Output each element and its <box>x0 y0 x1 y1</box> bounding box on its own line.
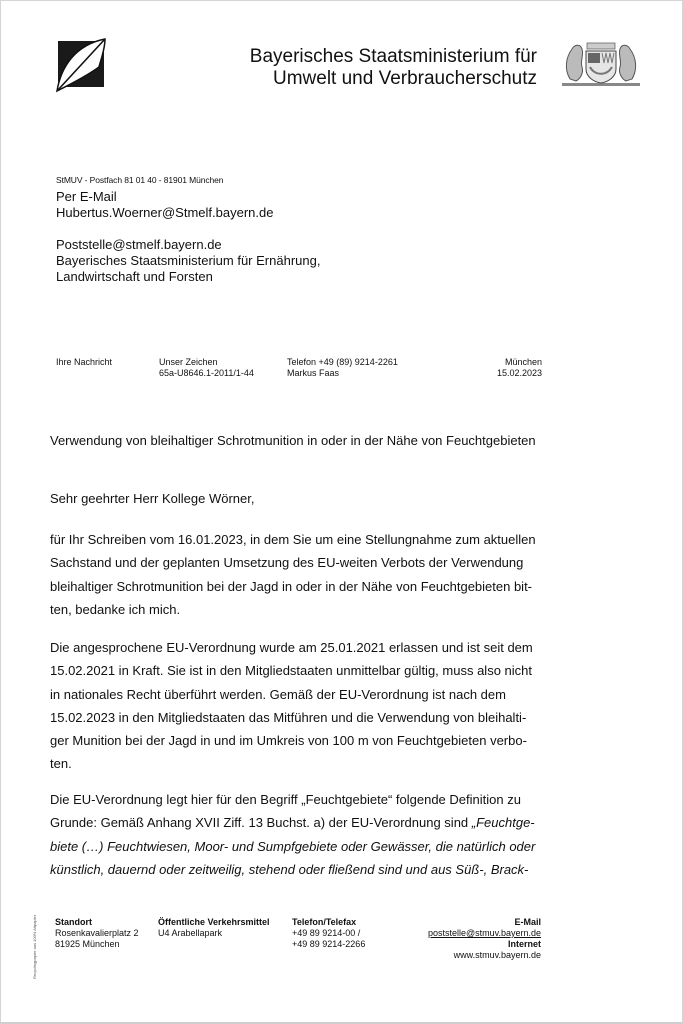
paragraph-3 <box>50 788 550 881</box>
paragraph-line: Die EU-Verordnung legt hier für den Begriff „Feuchtgebiete“ folgende Definition zu <box>50 792 521 807</box>
ref-date: 15.02.2023 <box>496 368 542 378</box>
ref-place: München <box>504 357 542 367</box>
paragraph-line: Die angesprochene EU-Verordnung wurde am 25.01.2021 erlassen und ist seit dem <box>50 640 533 655</box>
paragraph-line: Sachstand und der geplanten Umsetzung des EU-weiten Verbots der Verwendung <box>50 555 524 571</box>
paragraph-2 <box>50 636 550 776</box>
footer-internet-label: Internet <box>507 939 541 949</box>
ref-unser-zeichen-value: 65a-U8646.1-2011/1-44 <box>159 368 254 378</box>
ref-unser-zeichen <box>159 357 254 379</box>
footer-email-label: E-Mail <box>514 917 541 927</box>
ref-telefon-name: Markus Faas <box>287 368 340 378</box>
recycle-paper-note: Recyclingpapier aus 100% Altpapier <box>32 914 37 979</box>
footer-email-link[interactable]: poststelle@stmuv.bayern.de <box>427 928 541 938</box>
paragraph-line: 15.02.2023 in den Mitgliedstaaten das Mitführen und die Verwendung von bleihalti- <box>50 709 527 725</box>
paragraph-line: in nationales Recht überführt werden. Gemäß der EU-Verordnung ist nach dem <box>50 686 506 702</box>
bavarian-coat-of-arms-icon <box>560 39 642 89</box>
paragraph-line: für Ihr Schreiben vom 16.01.2023, in dem Sie um eine Stellungnahme zum aktuellen <box>50 532 536 547</box>
paragraph-line: ten. <box>50 756 72 772</box>
recipient-block <box>56 189 320 285</box>
paragraph-1 <box>50 528 550 621</box>
quoted-definition: „Feuchtge- <box>471 815 535 831</box>
recipient-institution-line2: Landwirtschaft und Forsten <box>56 269 213 284</box>
paragraph-line: bleihaltiger Schrotmunition bei der Jagd in oder in der Nähe von Feuchtgebieten bit- <box>50 578 533 594</box>
sender-return-address: StMUV - Postfach 81 01 40 - 81901 München <box>56 175 224 185</box>
ministry-name <box>250 46 537 90</box>
ref-unser-zeichen-label: Unser Zeichen <box>159 357 218 367</box>
quoted-definition-line: biete (…) Feuchtwiesen, Moor- und Sumpfgebiete oder Gewässer, die natürlich oder <box>50 838 536 854</box>
leaf-logo-icon <box>55 37 107 93</box>
letter-subject: Verwendung von bleihaltiger Schrotmunition in oder in der Nähe von Feuchtgebieten <box>50 433 536 448</box>
delivery-method: Per E-Mail <box>56 189 117 204</box>
ministry-name-line2: Umwelt und Verbraucherschutz <box>272 68 537 89</box>
ref-telefon-label: Telefon +49 (89) 9214-2261 <box>287 357 398 367</box>
recipient-poststelle-email: Poststelle@stmelf.bayern.de <box>56 237 222 252</box>
footer-oepnv <box>158 917 270 939</box>
footer-standort-line1: Rosenkavalierplatz 2 <box>55 928 139 938</box>
paragraph-text: Grunde: Gemäß Anhang XVII Ziff. 13 Buchst. a) der EU-Verordnung sind <box>50 815 472 831</box>
ref-place-date <box>497 357 542 379</box>
ref-telefon <box>287 357 398 379</box>
quoted-definition-line: künstlich, dauernd oder zeitweilig, stehend oder fließend sind und aus Süß-, Brack- <box>50 861 529 877</box>
footer-telefon-line1: +49 89 9214-00 / <box>292 928 361 938</box>
footer-contact <box>428 917 541 961</box>
paragraph-line: ten, bedanke ich mich. <box>50 601 181 617</box>
footer-standort-line2: 81925 München <box>55 939 120 949</box>
footer-oepnv-value: U4 Arabellapark <box>158 928 223 938</box>
paragraph-line: 15.02.2021 in Kraft. Sie ist in den Mitgliedstaaten unmittelbar gültig, muss also nicht <box>50 663 532 679</box>
paragraph-line <box>50 811 550 834</box>
footer-internet-link[interactable]: www.stmuv.bayern.de <box>453 950 541 960</box>
ministry-name-line1: Bayerisches Staatsministerium für <box>249 46 537 67</box>
ref-ihre-nachricht-label: Ihre Nachricht <box>56 357 113 367</box>
recipient-email: Hubertus.Woerner@Stmelf.bayern.de <box>56 205 274 220</box>
recipient-institution-line1: Bayerisches Staatsministerium für Ernährung, <box>56 253 321 268</box>
footer-standort-label: Standort <box>55 917 92 927</box>
footer-telefon <box>292 917 365 950</box>
footer-telefon-label: Telefon/Telefax <box>292 917 357 927</box>
footer-oepnv-label: Öffentliche Verkehrsmittel <box>158 917 270 927</box>
ref-ihre-nachricht <box>56 357 112 368</box>
footer-telefon-line2: +49 89 9214-2266 <box>292 939 366 949</box>
footer-standort <box>55 917 139 950</box>
paragraph-line: ger Munition bei der Jagd in und im Umkreis von 100 m von Feuchtgebieten verbo- <box>50 733 527 749</box>
salutation: Sehr geehrter Herr Kollege Wörner, <box>50 491 255 506</box>
